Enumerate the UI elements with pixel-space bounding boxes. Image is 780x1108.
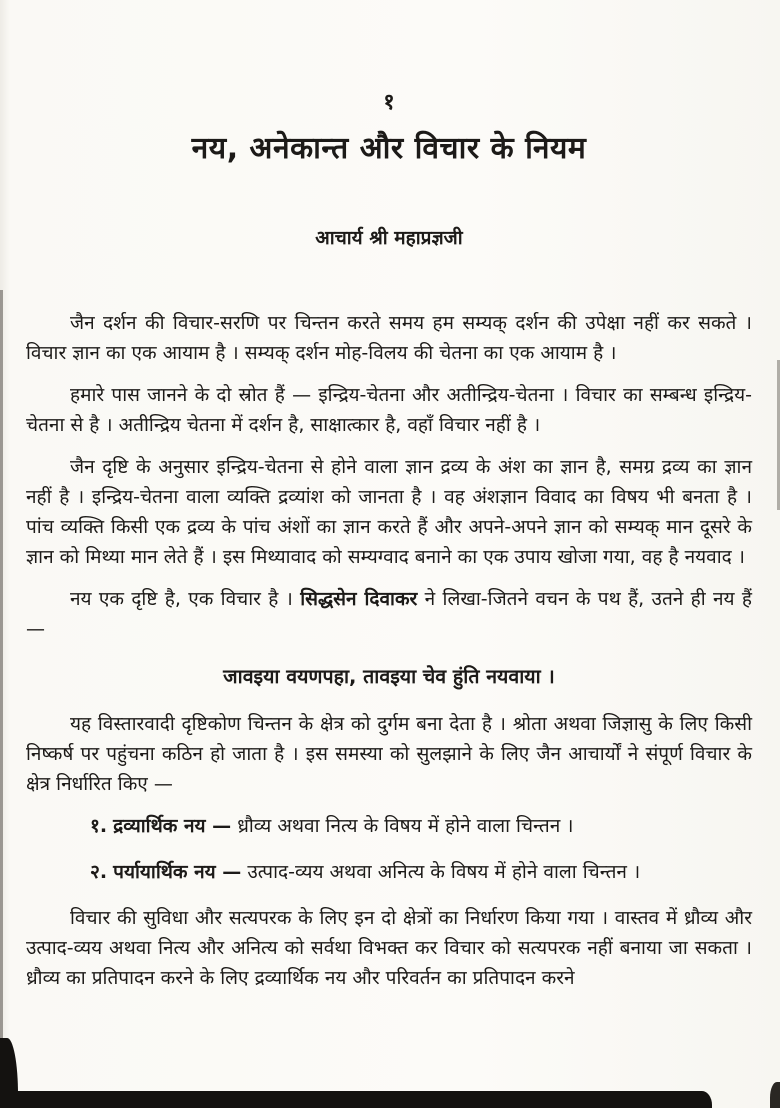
body-text: [26, 308, 752, 993]
numbered-item-1: [26, 811, 752, 841]
paragraph-4: [26, 584, 752, 644]
item-2-term: पर्यायार्थिक नय —: [113, 860, 242, 883]
paragraph-1: जैन दर्शन की विचार-सरणि पर चिन्तन करते समय हम सम्यक् दर्शन की उपेक्षा नहीं कर सकते । विचार ज्ञान का एक आयाम है । सम्यक् दर्शन मोह-विलय की चेतना का एक आयाम है ।: [26, 311, 752, 364]
item-2-text: उत्पाद-व्यय अथवा अनित्य के विषय में होने वाला चिन्तन ।: [247, 860, 641, 883]
chapter-number: १: [383, 90, 395, 115]
scan-artifact-left-edge: [0, 290, 3, 1108]
scan-artifact-bottom-right: [770, 1082, 780, 1108]
item-2-number: २.: [90, 860, 108, 883]
paragraph-3: जैन दृष्टि के अनुसार इन्द्रिय-चेतना से होने वाला ज्ञान द्रव्य के अंश का ज्ञान है, समग्र द्रव्य का ज्ञान नहीं है । इन्द्रिय-चेतना वाला व्यक्ति द्रव्यांश को जानता है । वह अंशज्ञान विवाद का विषय भी बनता है । पांच व्यक्ति किसी एक द्रव्य के पांच अंशों का ज्ञान करते हैं और अपने-अपने ज्ञान को सम्यक् मान दूसरे के ज्ञान को मिथ्या मान लेते हैं । इस मिथ्यावाद को सम्यग्वाद बनाने का एक उपाय खोजा गया, वह है नयवाद ।: [26, 455, 752, 568]
prakrit-verse: जावइया वयणपहा, तावइया चेव हुंति नयवाया ।: [223, 664, 555, 688]
item-1-number: १.: [90, 814, 108, 837]
scan-artifact-bottom-band: [0, 1091, 712, 1108]
paragraph-4-text-cont: ने लिखा-जितने वचन के पथ हैं, उतने ही नय हैं —: [26, 587, 752, 640]
numbered-item-2: [26, 857, 752, 887]
author-name: आचार्य श्री महाप्रज्ञजी: [315, 226, 463, 249]
paragraph-5: यह विस्तारवादी दृष्टिकोण चिन्तन के क्षेत्र को दुर्गम बना देता है । श्रोता अथवा जिज्ञासु के लिए किसी निष्कर्ष पर पहुंचना कठिन हो जाता है । इस समस्या को सुलझाने के लिए जैन आचार्यों ने संपूर्ण विचार के क्षेत्र निर्धारित किए —: [26, 712, 752, 795]
paragraph-2: हमारे पास जानने के दो स्रोत हैं — इन्द्रिय-चेतना और अतीन्द्रिय-चेतना । विचार का सम्बन्ध इन्द्रिय-चेतना से है । अतीन्द्रिय चेतना में दर्शन है, साक्षात्कार है, वहाँ विचार नहीं है ।: [26, 383, 752, 436]
paragraph-4-text: नय एक दृष्टि है, एक विचार है ।: [70, 587, 301, 610]
item-1-term: द्रव्यार्थिक नय —: [113, 814, 232, 837]
page-title: नय, अनेकान्त और विचार के नियम: [191, 131, 587, 166]
paragraph-6: विचार की सुविधा और सत्यपरक के लिए इन दो क्षेत्रों का निर्धारण किया गया । वास्तव में ध्रौव्य और उत्पाद-व्यय अथवा नित्य और अनित्य को सर्वथा विभक्त कर विचार को सत्यपरक नहीं बनाया जा सकता । ध्रौव्य का प्रतिपादन करने के लिए द्रव्यार्थिक नय और परिवर्तन का प्रतिपादन करने: [26, 906, 752, 989]
emphasized-author-name: सिद्धसेन दिवाकर: [300, 587, 418, 610]
item-1-text: ध्रौव्य अथवा नित्य के विषय में होने वाला चिन्तन ।: [237, 814, 574, 837]
